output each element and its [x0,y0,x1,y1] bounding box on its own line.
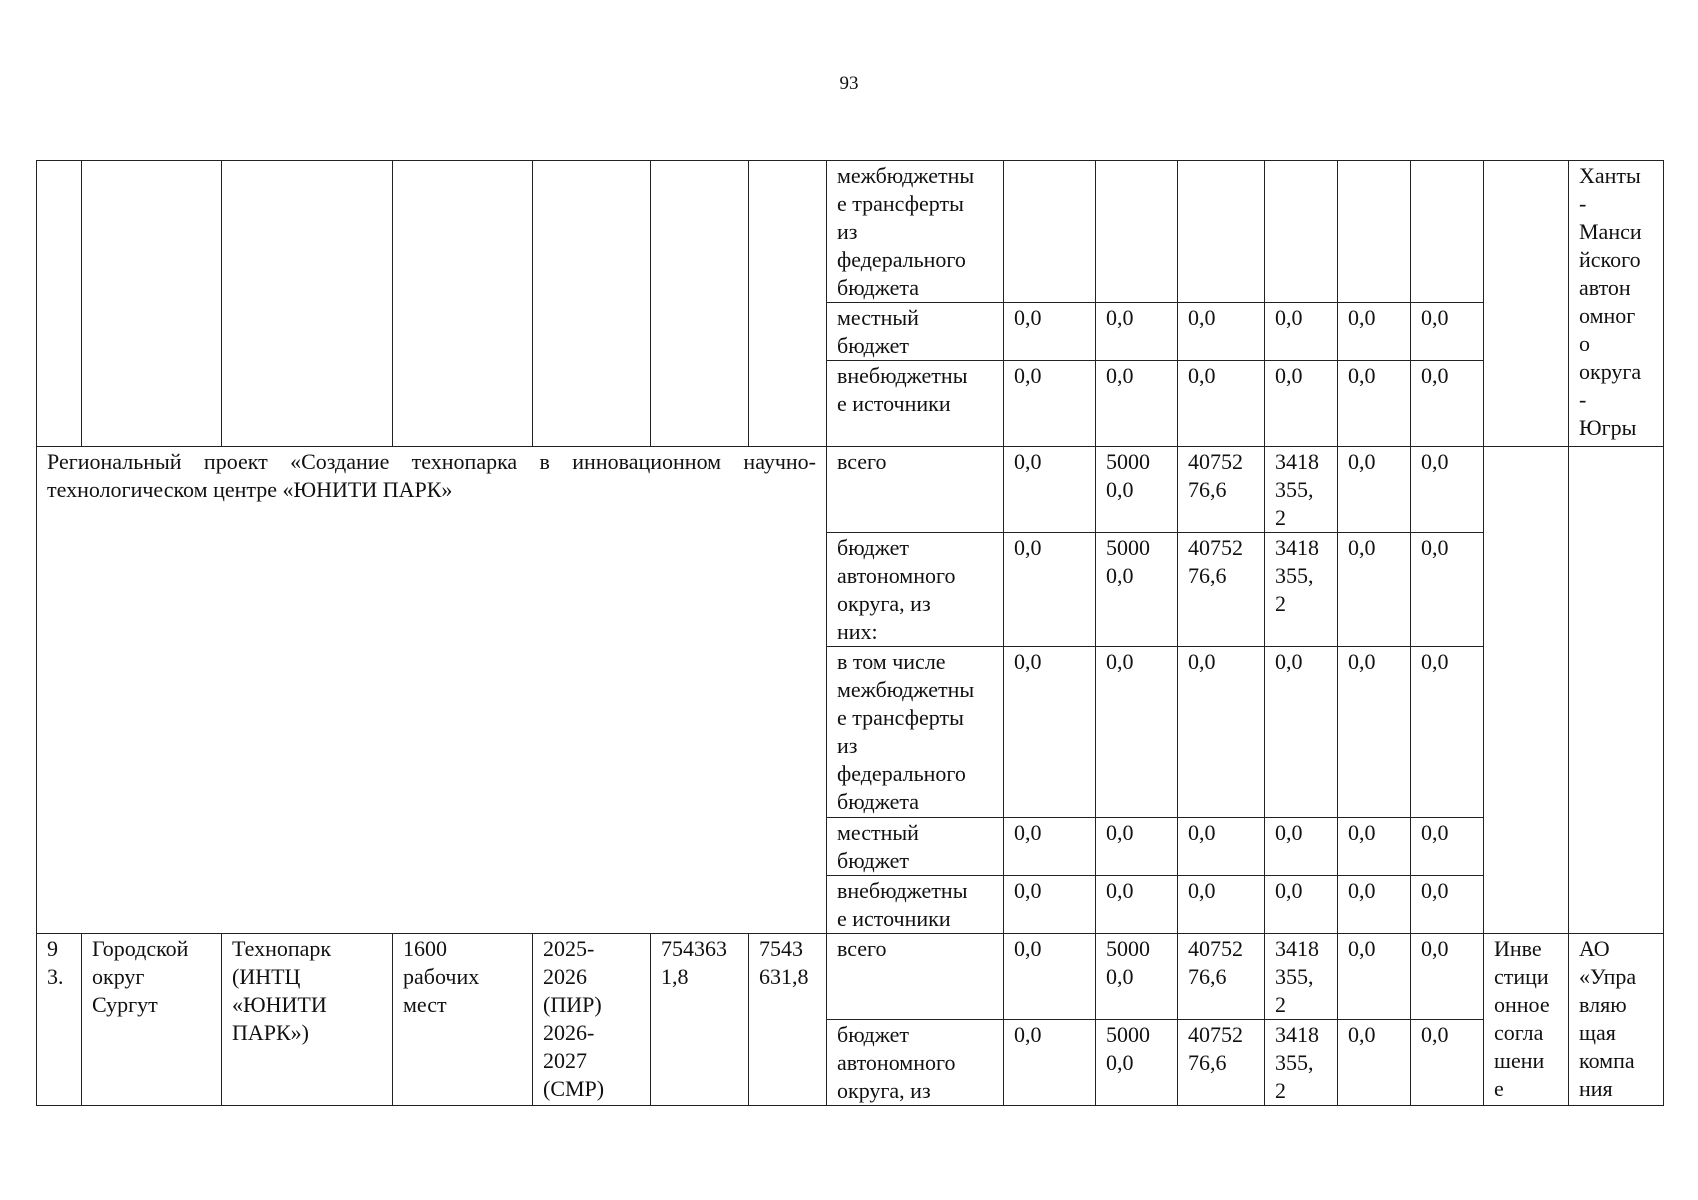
value-cell: 0,0 [1004,934,1096,1020]
value-cell: 0,0 [1338,876,1411,934]
empty-cell [1569,447,1664,934]
investment-projects-table [36,160,1664,1106]
cost-remaining: 7543 631,8 [749,934,827,1106]
municipality: Городской округ Сургут [82,934,222,1106]
value-cell: 0,0 [1004,361,1096,447]
value-cell: 0,0 [1411,647,1484,818]
table-row [37,934,1664,1020]
value-cell: 0,0 [1004,647,1096,818]
value-cell [1338,161,1411,303]
owner-cell: АО «Упра вляю щая компа ния [1569,934,1664,1106]
empty-cell [1484,447,1569,934]
value-cell: 0,0 [1265,876,1338,934]
value-cell: 0,0 [1411,818,1484,876]
row-label: местный бюджет [827,303,1004,361]
cost-total: 754363 1,8 [651,934,749,1106]
row-label: всего [827,447,1004,533]
value-cell: 0,0 [1411,361,1484,447]
value-cell: 0,0 [1004,1020,1096,1106]
value-cell: 0,0 [1096,303,1178,361]
empty-cell [651,161,749,447]
row-label: межбюджетны е трансферты из федерального бюджета [827,161,1004,303]
value-cell: 0,0 [1004,447,1096,533]
value-cell: 0,0 [1096,361,1178,447]
table-row [37,161,1664,303]
value-cell: 0,0 [1004,818,1096,876]
value-cell: 0,0 [1338,818,1411,876]
value-cell [1411,161,1484,303]
value-cell: 40752 76,6 [1178,934,1265,1020]
value-cell: 0,0 [1265,818,1338,876]
value-cell: 3418 355, 2 [1265,934,1338,1020]
value-cell: 40752 76,6 [1178,1020,1265,1106]
value-cell: 0,0 [1178,647,1265,818]
value-cell: 5000 0,0 [1096,934,1178,1020]
empty-cell [393,161,533,447]
value-cell: 0,0 [1411,876,1484,934]
value-cell: 0,0 [1004,876,1096,934]
value-cell: 0,0 [1004,303,1096,361]
value-cell: 0,0 [1178,303,1265,361]
value-cell: 0,0 [1178,818,1265,876]
value-cell: 0,0 [1265,647,1338,818]
row-label: внебюджетны е источники [827,361,1004,447]
period: 2025- 2026 (ПИР) 2026- 2027 (СМР) [533,934,651,1106]
table-row [37,447,1664,533]
empty-cell [749,161,827,447]
value-cell: 5000 0,0 [1096,447,1178,533]
value-cell [1096,161,1178,303]
value-cell: 0,0 [1004,533,1096,647]
empty-cell [37,161,82,447]
mechanism: Инве стици онное согла шени е [1484,934,1569,1106]
value-cell: 0,0 [1411,303,1484,361]
value-cell: 0,0 [1338,1020,1411,1106]
value-cell: 0,0 [1096,818,1178,876]
empty-cell [222,161,393,447]
value-cell: 3418 355, 2 [1265,533,1338,647]
page-number: 93 [839,73,859,94]
project-title: Региональный проект «Создание технопарка в инновационном научно-технологическом центре «ЮНИТИ ПАРК» [37,447,827,934]
value-cell: 0,0 [1338,533,1411,647]
value-cell: 3418 355, 2 [1265,1020,1338,1106]
value-cell: 0,0 [1096,876,1178,934]
row-label: бюджет автономного округа, из них: [827,533,1004,647]
value-cell: 0,0 [1265,303,1338,361]
row-label: всего [827,934,1004,1020]
value-cell: 40752 76,6 [1178,533,1265,647]
capacity: 1600 рабочих мест [393,934,533,1106]
empty-cell [82,161,222,447]
value-cell: 0,0 [1338,447,1411,533]
empty-cell [1484,161,1569,447]
value-cell: 0,0 [1178,876,1265,934]
value-cell: 5000 0,0 [1096,533,1178,647]
value-cell [1004,161,1096,303]
value-cell: 0,0 [1338,647,1411,818]
value-cell: 0,0 [1411,1020,1484,1106]
value-cell: 0,0 [1265,361,1338,447]
value-cell: 0,0 [1096,647,1178,818]
row-label: бюджет автономного округа, из [827,1020,1004,1106]
value-cell: 3418 355, 2 [1265,447,1338,533]
value-cell: 5000 0,0 [1096,1020,1178,1106]
row-label: местный бюджет [827,818,1004,876]
empty-cell [533,161,651,447]
value-cell: 0,0 [1338,303,1411,361]
value-cell [1178,161,1265,303]
value-cell: 0,0 [1178,361,1265,447]
row-label: в том числе межбюджетны е трансферты из федерального бюджета [827,647,1004,818]
object-name: Технопарк (ИНТЦ «ЮНИТИ ПАРК») [222,934,393,1106]
value-cell: 0,0 [1411,447,1484,533]
owner-cell: Ханты - Манси йского автон омног о округа - Югры [1569,161,1664,447]
value-cell: 0,0 [1338,934,1411,1020]
row-label: внебюджетны е источники [827,876,1004,934]
value-cell: 0,0 [1411,533,1484,647]
item-number: 9 3. [37,934,82,1106]
value-cell [1265,161,1338,303]
value-cell: 0,0 [1338,361,1411,447]
value-cell: 40752 76,6 [1178,447,1265,533]
value-cell: 0,0 [1411,934,1484,1020]
